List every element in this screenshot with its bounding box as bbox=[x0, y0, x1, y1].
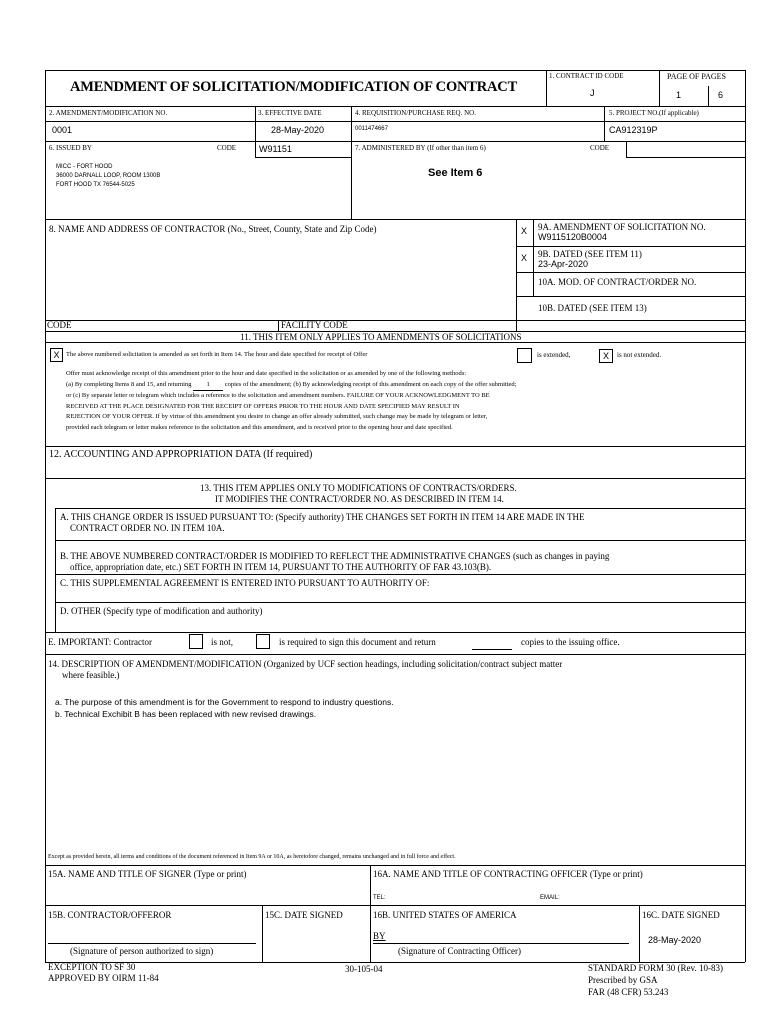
facility-code-label: FACILITY CODE bbox=[281, 320, 348, 330]
instructions-line-2a: (a) By completing Items 8 and 15, and returning bbox=[66, 380, 192, 388]
copies-count: 1 bbox=[193, 380, 223, 392]
item13-a-line2: CONTRACT ORDER NO. IN ITEM 10A. bbox=[70, 523, 225, 533]
date-signed-16c-value: 28-May-2020 bbox=[648, 935, 702, 945]
dated-9b-value: 23-Apr-2020 bbox=[538, 259, 589, 269]
issued-by-label: 6. ISSUED BY bbox=[49, 144, 92, 152]
admin-code-label: CODE bbox=[590, 144, 610, 152]
dated-9b-label: 9B. DATED (SEE ITEM 11) bbox=[538, 249, 642, 259]
copies-issuing-label: copies to the issuing office. bbox=[521, 637, 620, 647]
terms-unchanged-note: Except as provided herein, all terms and conditions of the document referenced in Item 9A or 10A, as heretofore changed, remains unchanged and in full force and effect. bbox=[48, 854, 456, 860]
standard-form-line-2: Prescribed by GSA bbox=[588, 975, 658, 985]
check-9a[interactable]: X bbox=[521, 226, 528, 236]
contracting-officer-label: 16A. NAME AND TITLE OF CONTRACTING OFFICER (Type or print) bbox=[373, 869, 643, 879]
amended-checkbox[interactable]: X bbox=[50, 348, 63, 362]
description-label-1: 14. DESCRIPTION OF AMENDMENT/MODIFICATION (Organized by UCF section headings, including solicitation/contract subject matter bbox=[48, 659, 563, 669]
requisition-value: 0011474667 bbox=[355, 126, 388, 132]
contract-id-code-value: J bbox=[590, 88, 595, 98]
item13-a-line1: A. THIS CHANGE ORDER IS ISSUED PURSUANT TO: (Specify authority) THE CHANGES SET FORTH IN ITEM 14 ARE MADE IN THE bbox=[60, 512, 585, 522]
form-title: AMENDMENT OF SOLICITATION/MODIFICATION OF CONTRACT bbox=[70, 79, 518, 95]
item13-heading-2: IT MODIFIES THE CONTRACT/ORDER NO. AS DESCRIBED IN ITEM 14. bbox=[215, 494, 504, 504]
issuer-line-2: 36000 DARNALL LOOP, ROOM 1300B bbox=[56, 173, 161, 179]
tel-label: TEL: bbox=[373, 895, 386, 901]
issuer-line-1: MICC - FORT HOOD bbox=[56, 164, 113, 170]
administered-by-label: 7. ADMINISTERED BY (If other than item 6) bbox=[355, 144, 486, 152]
form-number-center: 30-105-04 bbox=[345, 964, 383, 974]
exception-line-2: APPROVED BY OIRM 11-84 bbox=[48, 973, 159, 983]
item13-c: C. THIS SUPPLEMENTAL AGREEMENT IS ENTERED INTO PURSUANT TO AUTHORITY OF: bbox=[60, 578, 430, 588]
is-required-checkbox[interactable] bbox=[256, 634, 270, 649]
item13-b-line2: office, appropriation date, etc.) SET FORTH IN ITEM 14, PURSUANT TO THE AUTHORITY OF FAR 43.103(B). bbox=[70, 562, 492, 572]
issued-code-value: W91151 bbox=[259, 144, 292, 154]
requisition-label: 4. REQUISITION/PURCHASE REQ. NO. bbox=[355, 109, 476, 117]
standard-form-line-1: STANDARD FORM 30 (Rev. 10-83) bbox=[588, 963, 723, 973]
standard-form-line-3: FAR (48 CFR) 53.243 bbox=[588, 987, 669, 997]
is-not-label: is not, bbox=[211, 637, 234, 647]
exception-note bbox=[48, 962, 159, 984]
not-extended-checkbox[interactable]: X bbox=[599, 349, 613, 363]
description-b: b. Technical Exchibit B has been replaced with new revised drawings. bbox=[55, 709, 317, 719]
by-label: BY bbox=[373, 931, 386, 941]
instructions-line-2 bbox=[66, 380, 736, 392]
item13-heading-1: 13. THIS ITEM APPLIES ONLY TO MODIFICATIONS OF CONTRACTS/ORDERS. bbox=[200, 483, 517, 493]
signer-name-label: 15A. NAME AND TITLE OF SIGNER (Type or print) bbox=[48, 869, 247, 879]
signature-person-caption: (Signature of person authorized to sign) bbox=[70, 946, 214, 956]
item13-d: D. OTHER (Specify type of modification and authority) bbox=[60, 606, 263, 616]
extended-label: is extended, bbox=[537, 351, 571, 359]
page-of-pages-label: PAGE OF PAGES bbox=[667, 72, 726, 81]
date-signed-16c-label: 16C. DATE SIGNED bbox=[642, 910, 720, 920]
instructions-line-3: or (c) By separate letter or telegram which includes a reference to the solicitation and amendment numbers. FAILURE OF YOUR ACKNOWLEDGMENT TO BE bbox=[66, 392, 490, 399]
extended-checkbox[interactable] bbox=[517, 348, 532, 363]
item11-instructions bbox=[66, 369, 736, 433]
description-label-2: where feasible.) bbox=[62, 670, 120, 680]
issuer-address bbox=[56, 163, 160, 190]
amendment-no-label: 2. AMENDMENT/MODIFICATION NO. bbox=[49, 109, 168, 117]
is-required-label: is required to sign this document and return bbox=[279, 637, 436, 647]
accounting-data-label: 12. ACCOUNTING AND APPROPRIATION DATA (If required) bbox=[49, 449, 313, 460]
amendment-solicitation-label: 9A. AMENDMENT OF SOLICITATION NO. bbox=[538, 222, 706, 232]
contractor-name-label: 8. NAME AND ADDRESS OF CONTRACTOR (No., Street, County, State and Zip Code) bbox=[49, 224, 377, 234]
check-9b[interactable]: X bbox=[521, 253, 528, 263]
item11-heading: 11. THIS ITEM ONLY APPLIES TO AMENDMENTS OF SOLICITATIONS bbox=[240, 332, 522, 342]
amendment-no-value: 0001 bbox=[52, 125, 73, 135]
page-number: 1 bbox=[676, 90, 682, 100]
amended-text: The above numbered solicitation is amended as set forth in Item 14. The hour and date specified for receipt of Offer bbox=[66, 351, 368, 358]
issued-code-label: CODE bbox=[217, 144, 237, 152]
administered-by-value: See Item 6 bbox=[428, 167, 483, 179]
email-label: EMAIL: bbox=[540, 895, 560, 901]
instructions-line-6: provided each telegram or letter makes reference to the solicitation and this amendment, and is received prior to the opening hour and date specified. bbox=[66, 423, 453, 431]
effective-date-value: 28-May-2020 bbox=[271, 125, 325, 135]
instructions-line-2b: copies of the amendment; (b) By acknowledging receipt of this amendment on each copy of the offer submitted; bbox=[224, 380, 517, 388]
mod-contract-label: 10A. MOD. OF CONTRACT/ORDER NO. bbox=[538, 277, 697, 287]
important-label: E. IMPORTANT: Contractor bbox=[48, 637, 153, 647]
page-count: 6 bbox=[718, 90, 724, 100]
instructions-line-5: REJECTION OF YOUR OFFER. If by virtue of this amendment you desire to change an offer already submitted, such change may be made by telegram or letter, bbox=[66, 413, 488, 420]
issuer-line-3: FORT HOOD TX 76544-5025 bbox=[56, 182, 135, 188]
not-extended-label: is not extended. bbox=[617, 351, 662, 359]
date-signed-15c-label: 15C. DATE SIGNED bbox=[265, 910, 343, 920]
instructions-line-1: Offer must acknowledge receipt of this amendment prior to the hour and date specified in the solicitation or as amended by one of the following methods: bbox=[66, 370, 467, 377]
mod-dated-label: 10B. DATED (SEE ITEM 13) bbox=[538, 303, 647, 313]
effective-date-label: 3. EFFECTIVE DATE bbox=[258, 109, 322, 117]
project-no-label: 5. PROJECT NO.(If applicable) bbox=[609, 109, 699, 117]
is-not-checkbox[interactable] bbox=[189, 634, 203, 649]
project-no-value: CA912319P bbox=[609, 125, 658, 135]
contract-id-code-label: 1. CONTRACT ID CODE bbox=[549, 72, 624, 80]
contractor-code-label: CODE bbox=[47, 320, 72, 330]
instructions-line-4: RECEIVED AT THE PLACE DESIGNATED FOR THE RECEIPT OF OFFERS PRIOR TO THE HOUR AND DATE SPECIFIED MAY RESULT IN bbox=[66, 402, 460, 410]
contractor-offeror-label: 15B. CONTRACTOR/OFFEROR bbox=[48, 910, 172, 920]
item13-b-line1: B. THE ABOVE NUMBERED CONTRACT/ORDER IS MODIFIED TO REFLECT THE ADMINISTRATIVE CHANGES (such as changes in paying bbox=[60, 551, 610, 561]
exception-line-1: EXCEPTION TO SF 30 bbox=[48, 962, 136, 972]
amendment-solicitation-value: W9115120B0004 bbox=[538, 232, 607, 242]
standard-form-info bbox=[588, 962, 723, 998]
usa-label: 16B. UNITED STATES OF AMERICA bbox=[373, 910, 517, 920]
description-a: a. The purpose of this amendment is for the Government to respond to industry questions. bbox=[55, 697, 394, 707]
signature-officer-caption: (Signature of Contracting Officer) bbox=[398, 946, 522, 956]
